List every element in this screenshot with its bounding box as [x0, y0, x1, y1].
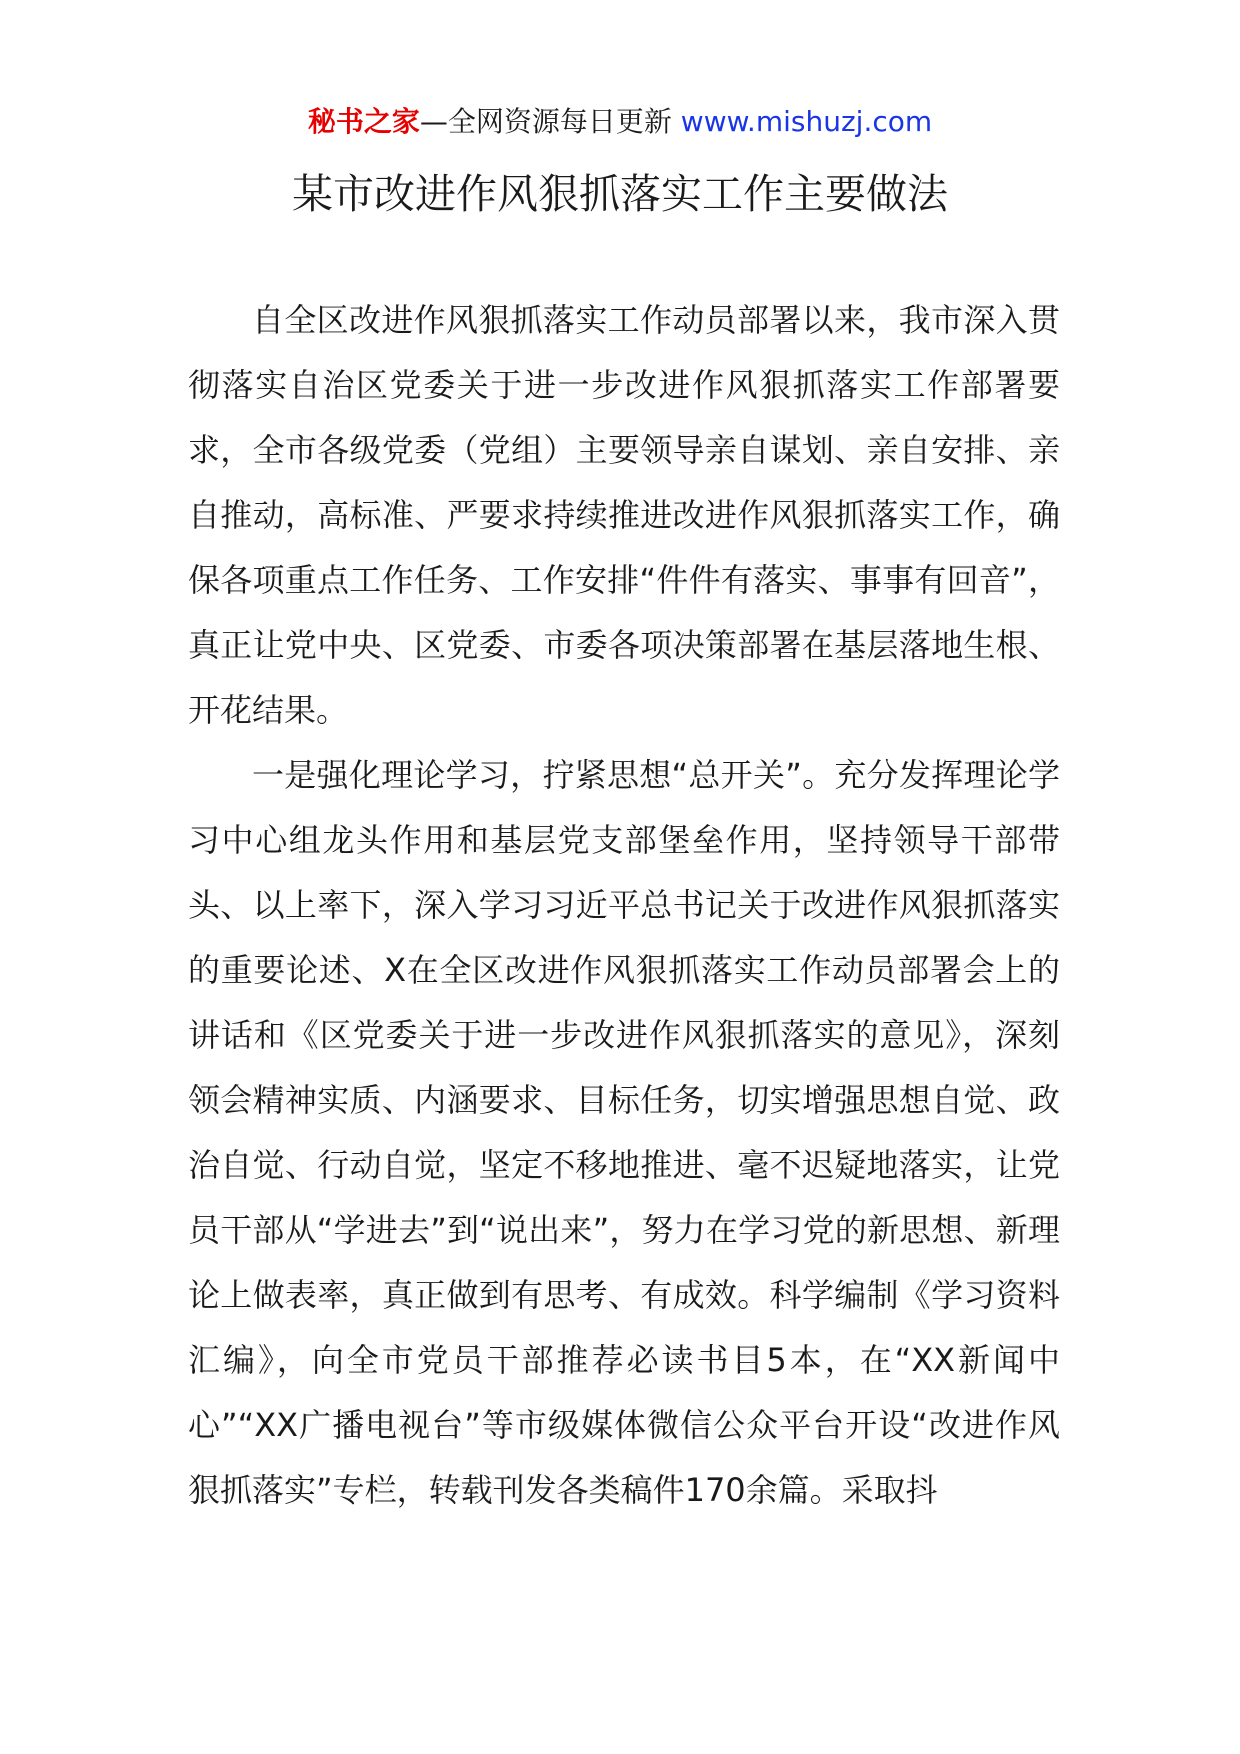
site-header [0, 102, 1240, 142]
document-title: 某市改进作风狠抓落实工作主要做法 [292, 170, 948, 218]
site-url-link[interactable]: www.mishuzj.com [680, 105, 933, 138]
paragraph-theory-study: 一是强化理论学习，拧紧思想“总开关”。充分发挥理论学习中心组龙头作用和基层党支部堡垒作用，坚持领导干部带头、以上率下，深入学习习近平总书记关于改进作风狠抓落实的重要论述、X在全区改进作风狠抓落实工作动员部署会上的讲话和《区党委关于进一步改进作风狠抓落实的意见》，深刻领会精神实质、内涵要求、目标任务，切实增强思想自觉、政治自觉、行动自觉，坚定不移地推进、毫不迟疑地落实，让党员干部从“学进去”到“说出来”，努力在学习党的新思想、新理论上做表率，真正做到有思考、有成效。科学编制《学习资料汇编》，向全市党员干部推荐必读书目5本，在“XX新闻中心”“XX广播电视台”等市级媒体微信公众平台开设“改进作风狠抓落实”专栏，转载刊发各类稿件170余篇。采取抖 [188, 756, 1060, 1509]
paragraph-intro: 自全区改进作风狠抓落实工作动员部署以来，我市深入贯彻落实自治区党委关于进一步改进作风狠抓落实工作部署要求，全市各级党委（党组）主要领导亲自谋划、亲自安排、亲自推动，高标准、严要求持续推进改进作风狠抓落实工作，确保各项重点工作任务、工作安排“件件有落实、事事有回音”，真正让党中央、区党委、市委各项决策部署在基层落地生根、开花结果。 [188, 301, 1060, 729]
document-body [188, 288, 1060, 1523]
brand-name: 秘书之家 [307, 105, 420, 138]
header-tagline: —全网资源每日更新 [419, 105, 672, 138]
